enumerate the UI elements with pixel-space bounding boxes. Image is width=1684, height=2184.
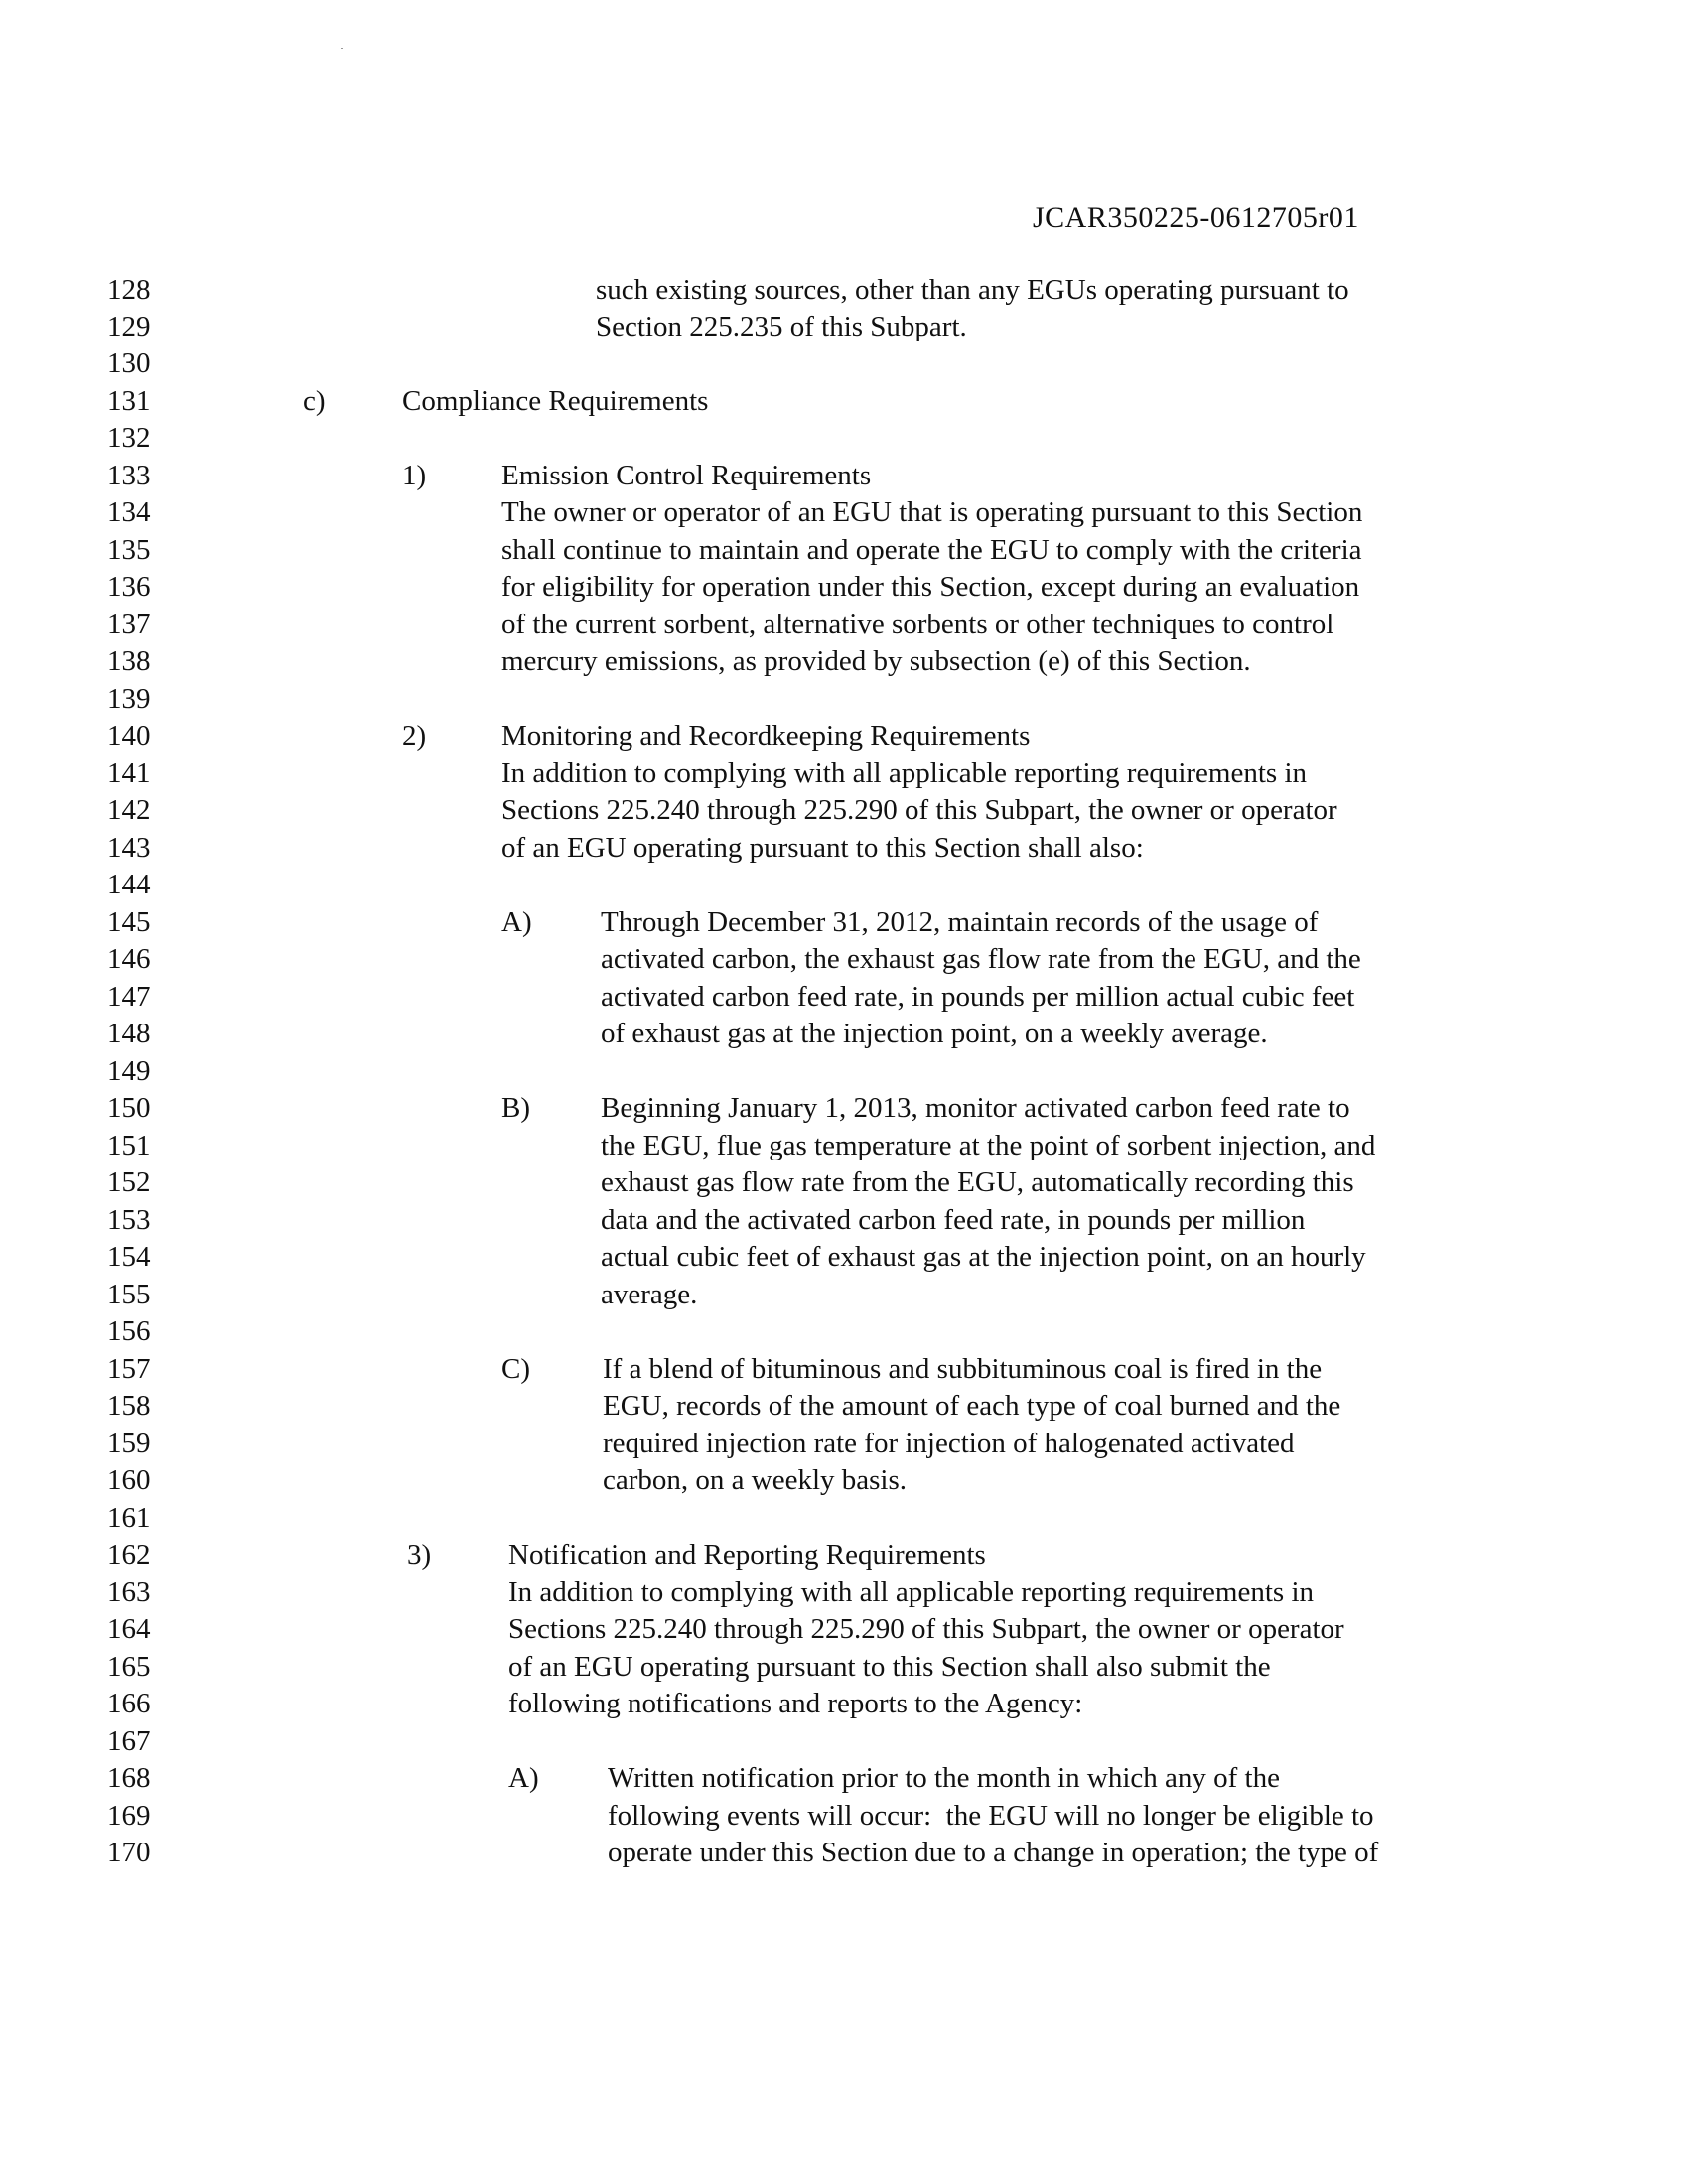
line — [0, 754, 1684, 792]
line-number: 131 — [107, 385, 151, 417]
line-number: 163 — [107, 1576, 151, 1608]
line-text: Written notification prior to the month in which any of the — [608, 1762, 1280, 1794]
line-text: The owner or operator of an EGU that is operating pursuant to this Section — [501, 496, 1363, 528]
line — [0, 606, 1684, 643]
paragraph-label: 1) — [402, 460, 427, 491]
line-text: of exhaust gas at the injection point, on a weekly average. — [601, 1018, 1268, 1049]
line-number: 151 — [107, 1130, 151, 1161]
line-number: 161 — [107, 1502, 151, 1534]
scan-speck — [341, 48, 343, 49]
line — [0, 568, 1684, 606]
line-text: operate under this Section due to a change in operation; the type of — [608, 1837, 1379, 1868]
line-text: average. — [601, 1279, 698, 1310]
line-number: 138 — [107, 645, 151, 677]
line-number: 142 — [107, 794, 151, 826]
subparagraph-label: C) — [501, 1353, 530, 1385]
line — [0, 1610, 1684, 1648]
line-number: 155 — [107, 1279, 151, 1310]
subparagraph-label: B) — [501, 1092, 530, 1124]
line — [0, 866, 1684, 903]
line — [0, 903, 1684, 941]
line — [0, 531, 1684, 569]
line — [0, 1759, 1684, 1797]
line-text: activated carbon, the exhaust gas flow rate from the EGU, and the — [601, 943, 1361, 975]
line-number: 152 — [107, 1166, 151, 1198]
line — [0, 382, 1684, 420]
line — [0, 271, 1684, 309]
document-id: JCAR350225-0612705r01 — [1033, 202, 1359, 234]
line-text: Through December 31, 2012, maintain records of the usage of — [601, 906, 1319, 938]
line — [0, 1350, 1684, 1388]
line-text: following notifications and reports to the Agency: — [508, 1688, 1083, 1719]
line — [0, 1834, 1684, 1871]
line-number: 140 — [107, 720, 151, 751]
line-number: 162 — [107, 1539, 151, 1570]
line-text: of an EGU operating pursuant to this Section shall also submit the — [508, 1651, 1271, 1683]
line — [0, 1461, 1684, 1499]
line-number: 132 — [107, 422, 151, 454]
line-number: 137 — [107, 609, 151, 640]
line — [0, 1052, 1684, 1090]
line-text: Sections 225.240 through 225.290 of this Subpart, the owner or operator — [508, 1613, 1344, 1645]
line — [0, 1685, 1684, 1722]
line — [0, 1127, 1684, 1164]
line — [0, 1536, 1684, 1573]
line-number: 130 — [107, 347, 151, 379]
line — [0, 1312, 1684, 1350]
line — [0, 642, 1684, 680]
line-number: 141 — [107, 757, 151, 789]
line-number: 149 — [107, 1055, 151, 1087]
line-text: mercury emissions, as provided by subsection (e) of this Section. — [501, 645, 1251, 677]
line-text: Section 225.235 of this Subpart. — [596, 311, 967, 342]
line — [0, 940, 1684, 978]
subparagraph-label: A) — [508, 1762, 539, 1794]
line — [0, 978, 1684, 1016]
line-text: following events will occur: the EGU will no longer be eligible to — [608, 1800, 1374, 1832]
line-number: 153 — [107, 1204, 151, 1236]
line-text: Beginning January 1, 2013, monitor activated carbon feed rate to — [601, 1092, 1350, 1124]
line-text: of an EGU operating pursuant to this Section shall also: — [501, 832, 1144, 864]
line-text: the EGU, flue gas temperature at the point of sorbent injection, and — [601, 1130, 1376, 1161]
line — [0, 308, 1684, 345]
line-number: 160 — [107, 1464, 151, 1496]
line-number: 145 — [107, 906, 151, 938]
line-number: 167 — [107, 1725, 151, 1757]
subsection-label: c) — [303, 385, 326, 417]
line-text: for eligibility for operation under this Section, except during an evaluation — [501, 571, 1360, 603]
line-text: of the current sorbent, alternative sorbents or other techniques to control — [501, 609, 1334, 640]
line-text: EGU, records of the amount of each type of coal burned and the — [603, 1390, 1341, 1422]
line-number: 139 — [107, 683, 151, 715]
line-number: 157 — [107, 1353, 151, 1385]
line-number: 135 — [107, 534, 151, 566]
paragraph-label: 2) — [402, 720, 427, 751]
paragraph-label: 3) — [407, 1539, 432, 1570]
line-text: carbon, on a weekly basis. — [603, 1464, 908, 1496]
line-text: such existing sources, other than any EGUs operating pursuant to — [596, 274, 1349, 306]
line — [0, 1163, 1684, 1201]
subparagraph-label: A) — [501, 906, 532, 938]
line-text: data and the activated carbon feed rate, in pounds per million — [601, 1204, 1306, 1236]
line — [0, 1238, 1684, 1276]
line — [0, 1573, 1684, 1611]
line — [0, 1276, 1684, 1313]
line-text: shall continue to maintain and operate the EGU to comply with the criteria — [501, 534, 1362, 566]
line-number: 144 — [107, 869, 151, 900]
line-number: 165 — [107, 1651, 151, 1683]
line-number: 166 — [107, 1688, 151, 1719]
line-number: 168 — [107, 1762, 151, 1794]
line-number: 156 — [107, 1315, 151, 1347]
line — [0, 457, 1684, 494]
line — [0, 1648, 1684, 1686]
line-number: 147 — [107, 981, 151, 1013]
line-number: 170 — [107, 1837, 151, 1868]
line-number: 143 — [107, 832, 151, 864]
line-text: Sections 225.240 through 225.290 of this Subpart, the owner or operator — [501, 794, 1337, 826]
line-number: 134 — [107, 496, 151, 528]
line — [0, 1015, 1684, 1052]
line-text: required injection rate for injection of halogenated activated — [603, 1428, 1295, 1459]
line-number: 169 — [107, 1800, 151, 1832]
line — [0, 791, 1684, 829]
line — [0, 1722, 1684, 1760]
line — [0, 1201, 1684, 1239]
paragraph-heading: Notification and Reporting Requirements — [508, 1539, 986, 1570]
line-number: 154 — [107, 1241, 151, 1273]
line — [0, 419, 1684, 457]
line-text: exhaust gas flow rate from the EGU, automatically recording this — [601, 1166, 1354, 1198]
line-number: 136 — [107, 571, 151, 603]
line-text: In addition to complying with all applicable reporting requirements in — [501, 757, 1307, 789]
line-text: actual cubic feet of exhaust gas at the injection point, on an hourly — [601, 1241, 1366, 1273]
line-number: 150 — [107, 1092, 151, 1124]
line-number: 148 — [107, 1018, 151, 1049]
line-number: 129 — [107, 311, 151, 342]
line-number: 159 — [107, 1428, 151, 1459]
line — [0, 1089, 1684, 1127]
line-number: 128 — [107, 274, 151, 306]
line-number: 158 — [107, 1390, 151, 1422]
line — [0, 680, 1684, 718]
paragraph-heading: Monitoring and Recordkeeping Requirements — [501, 720, 1031, 751]
line — [0, 829, 1684, 867]
line — [0, 1499, 1684, 1537]
line — [0, 344, 1684, 382]
line-number: 133 — [107, 460, 151, 491]
line-number: 164 — [107, 1613, 151, 1645]
line — [0, 1425, 1684, 1462]
line-text: If a blend of bituminous and subbituminous coal is fired in the — [603, 1353, 1323, 1385]
line — [0, 1797, 1684, 1835]
paragraph-heading: Emission Control Requirements — [501, 460, 872, 491]
line-text: activated carbon feed rate, in pounds per million actual cubic feet — [601, 981, 1355, 1013]
line — [0, 717, 1684, 754]
line-number: 146 — [107, 943, 151, 975]
line — [0, 493, 1684, 531]
line — [0, 1387, 1684, 1425]
line-text: In addition to complying with all applicable reporting requirements in — [508, 1576, 1314, 1608]
section-heading: Compliance Requirements — [402, 385, 709, 417]
